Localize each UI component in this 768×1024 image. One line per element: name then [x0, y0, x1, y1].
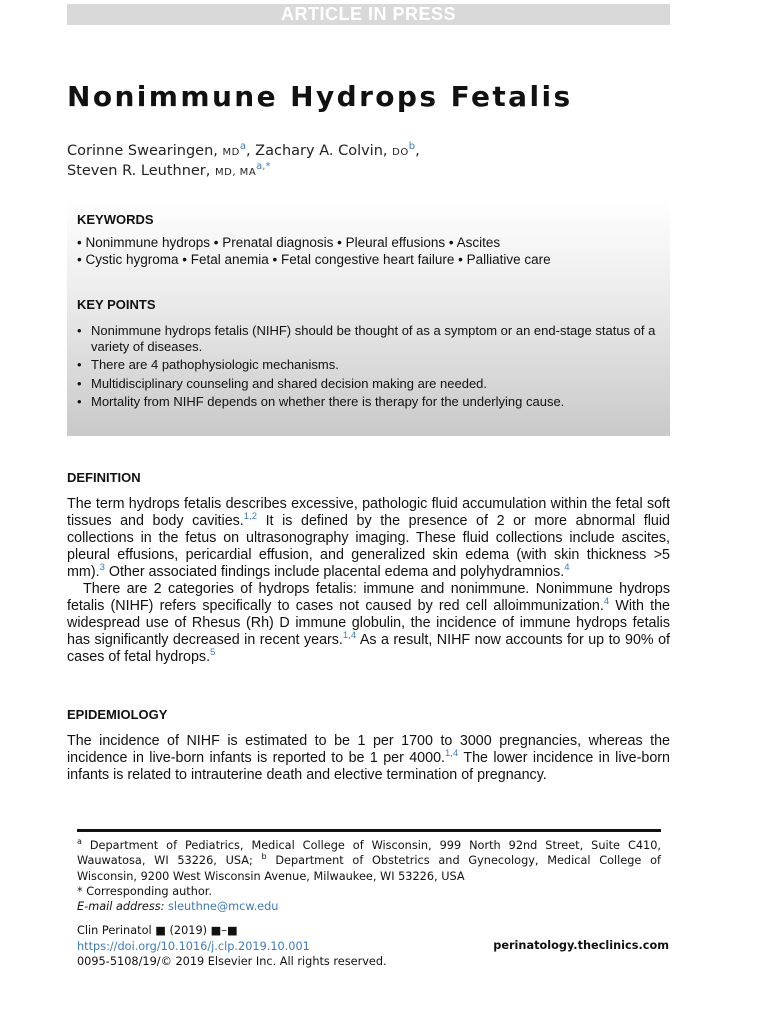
affiliations-footnote [77, 838, 661, 884]
email-line [77, 899, 661, 914]
citation-ref[interactable]: 1,4 [342, 630, 357, 642]
epidemiology-heading: EPIDEMIOLOGY [67, 707, 168, 722]
body-text: It is defined by the presence of 2 or more abnormal fluid collections in the fetus on ultrasonography imaging. These fluid collections include ascites, pleural effusions, pericardial effusion, and generalized skin edema (with skin thickness >5 mm). [67, 513, 670, 580]
journal-website[interactable]: perinatology.theclinics.com [493, 939, 669, 952]
affiliation-text: Department of Obstetrics and Gynecology, Medical College of Wisconsin, 9200 West Wisconsin Avenue, Milwaukee, WI 53226, USA [77, 854, 661, 883]
journal-citation: Clin Perinatol ■ (2019) ■–■ [77, 924, 238, 937]
copyright-line: 0095-5108/19/© 2019 Elsevier Inc. All rights reserved. [77, 955, 387, 968]
citation-ref[interactable]: 3 [99, 562, 105, 574]
definition-paragraph-1 [67, 496, 670, 581]
author-degree: DO [392, 147, 409, 158]
affiliation-mark: a [77, 837, 82, 847]
key-point-item: • There are 4 pathophysiologic mechanisms. [77, 357, 667, 373]
body-text: The term hydrops fetalis describes excessive, pathologic fluid accumulation within the fetal soft tissues and body cavities. [67, 496, 670, 529]
footnote-divider [77, 829, 661, 832]
key-point-item: • Multidisciplinary counseling and shared decision making are needed. [77, 376, 667, 392]
article-title: Nonimmune Hydrops Fetalis [67, 80, 573, 113]
epidemiology-paragraph [67, 733, 670, 784]
citation-ref[interactable]: 1,4 [445, 748, 459, 760]
body-text: Other associated findings include placental edema and polyhydramnios. [104, 564, 565, 580]
body-text: As a result, NIHF now accounts for up to 90% of cases of fetal hydrops. [67, 632, 671, 665]
keywords-line: • Nonimmune hydrops • Prenatal diagnosis • Pleural effusions • Ascites [77, 235, 501, 250]
author-name: Zachary A. Colvin, [255, 143, 393, 159]
affiliation-mark: b [261, 852, 267, 862]
key-point-item: • Mortality from NIHF depends on whether there is therapy for the underlying cause. [77, 394, 667, 410]
key-points-list [77, 323, 667, 413]
keywords-heading: KEYWORDS [77, 212, 154, 227]
body-text: With the widespread use of Rhesus (Rh) D immune globulin, the incidence of immune hydrops fetalis has significantly decreased in recent years. [67, 598, 670, 648]
footnotes [77, 838, 661, 914]
article-in-press-banner: ARTICLE IN PRESS [67, 4, 670, 25]
key-point-item: • Nonimmune hydrops fetalis (NIHF) should be thought of as a symptom or an end-stage status of a variety of diseases. [77, 323, 667, 354]
author-list [67, 142, 667, 182]
body-text: The lower incidence in live-born infants is related to intrauterine death and elective termination of pregnancy. [67, 750, 671, 783]
author-affiliation-mark[interactable]: a,* [256, 161, 271, 173]
email-label: E-mail address: [77, 900, 165, 914]
keywords-line: • Cystic hygroma • Fetal anemia • Fetal congestive heart failure • Palliative care [77, 252, 551, 267]
definition-paragraphs [67, 496, 670, 666]
citation-ref[interactable]: 4 [564, 562, 570, 574]
citation-ref[interactable]: 5 [210, 647, 216, 659]
citation-ref[interactable]: 1,2 [243, 511, 257, 523]
author-name: Corinne Swearingen, [67, 143, 223, 159]
definition-heading: DEFINITION [67, 470, 141, 485]
key-points-heading: KEY POINTS [77, 297, 156, 312]
author-affiliation-mark[interactable]: b [408, 141, 416, 153]
author-affiliation-mark[interactable]: a [239, 141, 246, 153]
author-degree: MD [222, 147, 240, 158]
corresponding-author-note: * Corresponding author. [77, 884, 212, 898]
body-text: The incidence of NIHF is estimated to be 1 per 1700 to 3000 pregnancies, whereas the incidence in live-born infants is reported to be 1 per 4000. [67, 733, 670, 766]
email-link[interactable]: sleuthne@mcw.edu [168, 900, 279, 914]
affiliation-text: Department of Pediatrics, Medical College of Wisconsin, 999 North 92nd Street, Suite C410, Wauwatosa, WI 53226, USA; [77, 839, 661, 868]
doi-link[interactable]: https://doi.org/10.1016/j.clp.2019.10.001 [77, 939, 310, 953]
definition-paragraph-2 [67, 581, 670, 666]
author-separator: , [245, 143, 256, 159]
author-name: Steven R. Leuthner, [67, 163, 215, 179]
citation-ref[interactable]: 4 [603, 596, 610, 608]
author-separator: , [415, 143, 420, 159]
author-degree: MD, MA [215, 167, 257, 178]
body-text: There are 2 categories of hydrops fetalis: immune and nonimmune. Nonimmune hydrops fetalis (NIHF) refers specifically to cases not caused by red cell alloimmunization. [67, 581, 670, 614]
